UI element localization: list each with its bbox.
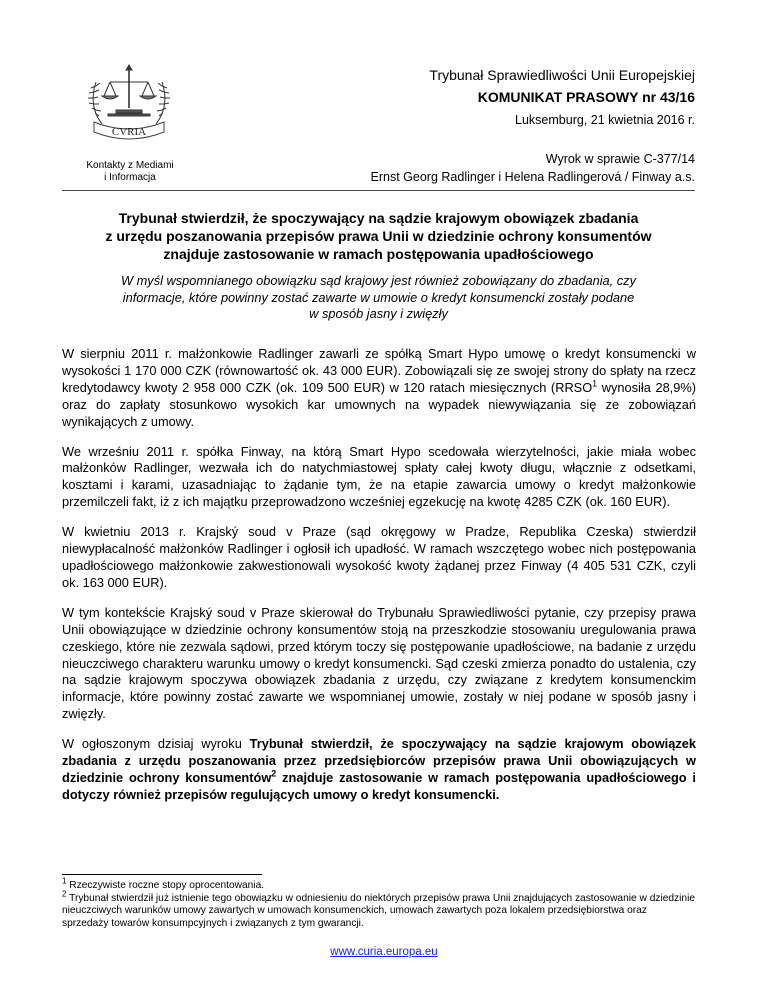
footnote-ref-1: 1 (592, 378, 598, 389)
footnote-1: $^1$ Rzeczywiste roczne stopy oprocentowania. (62, 876, 265, 891)
paragraph-3: W kwietniu 2013 r. Krajský soud v Praze (sąd okręgowy w Pradze, Republika Czeska) stwierdził niewypłacalność małżonków Radlinger i ogłosił ich upadłość. W ramach wszczętego wobec nich postępowania upadłościowego małżonkowie zakwestionowali wysokość kwoty żądanej przez Finway (4 405 531 CZK, czyli ok. 163 000 EUR). (62, 524, 696, 590)
court-name: Trybunał Sprawiedliwości Unii Europejskiej (429, 67, 695, 83)
header-divider (62, 190, 695, 191)
media-contacts (62, 160, 198, 184)
paragraph-4: W tym kontekście Krajský soud v Praze skierował do Trybunału Sprawiedliwości pytanie, czy przepisy prawa Unii obowiązujące w dziedzinie ochrony konsumentów stoją na przeszkodzie stosowaniu uregulowania prawa czeskiego, które nie zezwala sądowi, przed którym toczy się postępowanie upadłościowe, na badanie z urzędu nieuczciwego charakteru warunku umowy o kredyt konsumencki. Sąd czeski zmierza ponadto do ustalenia, czy na sądzie krajowym spoczywa obowiązek zbadania z urzędu, czy związane z kredytem konsumenckim informacje, które powinny zostać zawarte we wspomnianej umowie, zostały w niej podane w sposób jasny i zwięzły. (62, 604, 696, 722)
subheadline (62, 273, 695, 323)
release-date: Luksemburg, 21 kwietnia 2016 r. (515, 113, 695, 127)
headline (62, 209, 695, 263)
subheadline-line: w sposób jasny i zwięzły (309, 306, 448, 321)
curia-logo-text: CVRIA (111, 126, 147, 138)
headline-line: znajduje zastosowanie w ramach postępowania upadłościowego (163, 246, 594, 262)
case-info (371, 150, 695, 186)
footnotes (62, 876, 696, 930)
body-text (62, 346, 696, 817)
case-parties: Ernst Georg Radlinger i Helena Radlingerová / Finway a.s. (370, 170, 695, 184)
footnote-2: $^2$ Trybunał stwierdził już istnienie tego obowiązku w odniesieniu do niektórych przepisów prawa Unii znajdujących zastosowanie w dziedzinie nieuczciwych warunków umowy zawartych w umowach konsumenckich, umowach zawartych poza lokalem przedsiębiorstwa oraz sprzedaży towarów konsumpcyjnych i związanych z tym gwarancji. (62, 889, 696, 929)
paragraph-1: W sierpniu 2011 r. małżonkowie Radlinger zawarli ze spółką Smart Hypo umowę o kredyt konsumencki w wysokości 1 170 000 CZK (równowartość ok. 43 000 EUR). Zobowiązali się ze swojej strony do spłaty na rzecz kredytodawcy kwoty 2 958 000 CZK (ok. 109 500 EUR) w 120 ratach miesięcznych (RRSO$^1$ wynosiła 28,9%) oraz do zapłaty stosunkowo wysokich kar umownych na wypadek niewywiązania się ze zobowiązań wynikających z umowy. (62, 346, 696, 429)
paragraph-5: W ogłoszonym dzisiaj wyroku Trybunał stwierdził, że spoczywający na sądzie krajowym obowiązek zbadania z urzędu poszanowania przez przedsiębiorców przepisów prawa Unii obowiązujących w dziedzinie ochrony konsumentów$^2$ znajduje zastosowanie w ramach postępowania upadłościowego i dotyczy również przepisów regulujących umowy o kredyt konsumencki. (62, 736, 696, 802)
subheadline-line: W myśl wspomnianego obowiązku sąd krajowy jest również zobowiązany do zbadania, czy (121, 273, 636, 288)
header-right (429, 66, 695, 128)
footnote-ref-2: 2 (271, 768, 277, 779)
headline-line: Trybunał stwierdził, że spoczywający na sądzie krajowym obowiązek zbadania (118, 210, 639, 226)
contact-line-1: Kontakty z Mediami (86, 160, 174, 171)
headline-line: z urzędu poszanowania przepisów prawa Unii w dziedzinie ochrony konsumentów (105, 228, 652, 244)
ruling-statement: Trybunał stwierdził, że spoczywający na sądzie krajowym obowiązek zbadania z urzędu poszanowania przez przedsiębiorców przepisów prawa Unii obowiązujących w dziedzinie ochrony konsumentów (62, 736, 696, 785)
curia-logo (80, 62, 178, 146)
case-number: Wyrok w sprawie C-377/14 (545, 152, 695, 166)
footnote-divider (62, 874, 262, 875)
curia-website-link[interactable]: www.curia.europa.eu (330, 946, 438, 958)
contact-line-2: i Informacja (104, 172, 156, 183)
paragraph-2: We wrześniu 2011 r. spółka Finway, na którą Smart Hypo scedowała wierzytelności, jakie miała wobec małżonków Radlinger, wezwała ich do natychmiastowej spłaty całej kwoty długu, włącznie z odsetkami, kosztami i karami, uzasadniając to żądanie tym, że na etapie zawarcia umowy o kredyt małżonkowie przemilczeli fakt, iż z ich majątku przeprowadzono wcześniej egzekucję na kwotę 4285 CZK (ok. 160 EUR). (62, 443, 696, 510)
press-release-number: KOMUNIKAT PRASOWY nr 43/16 (477, 89, 695, 105)
subheadline-line: informacje, które powinny zostać zawarte w umowie o kredyt konsumencki zostały podane (122, 289, 635, 305)
